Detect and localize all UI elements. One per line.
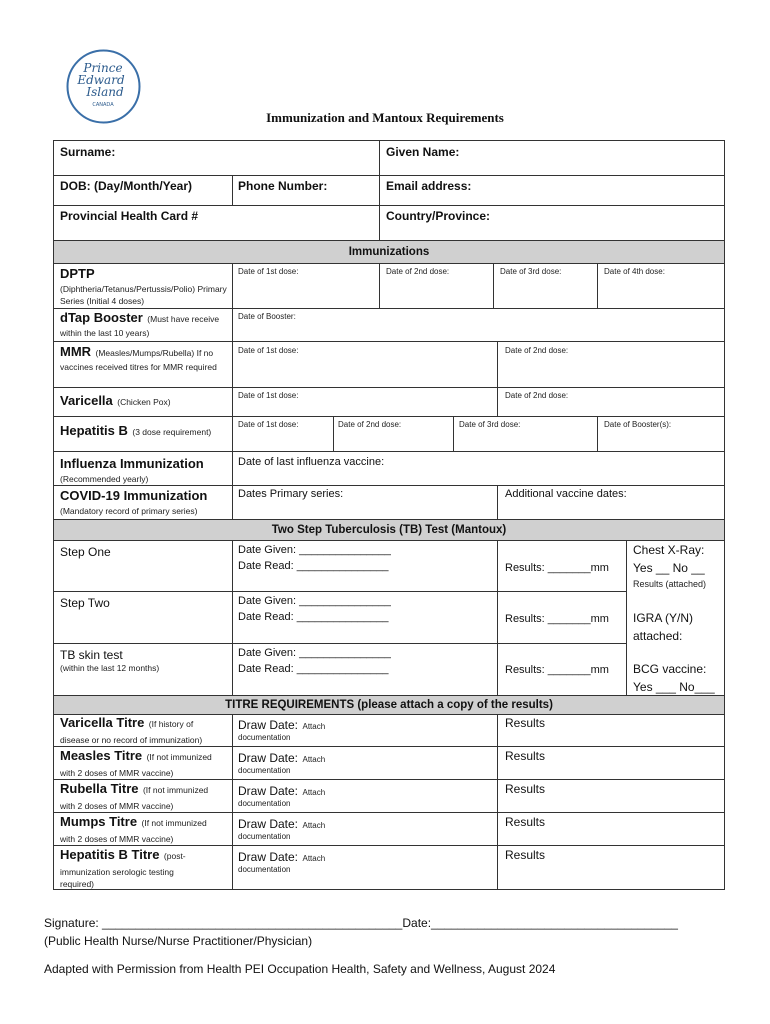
influenza-note: (Recommended yearly) xyxy=(60,474,149,484)
bcg-label: BCG vaccine: xyxy=(633,662,707,676)
chest-xray-yes-no[interactable]: Yes __ No __ xyxy=(633,561,705,575)
dtap-cell xyxy=(60,311,230,339)
titre-draw-date[interactable] xyxy=(238,716,325,734)
covid-primary-dates[interactable]: Dates Primary series: xyxy=(238,488,344,500)
titre-draw-date[interactable] xyxy=(238,749,325,767)
titre-documentation: documentation xyxy=(238,832,291,841)
mmr-note: (Measles/Mumps/Rubella) If no vaccines received titres for MMR required xyxy=(60,348,217,372)
titre-results[interactable]: Results xyxy=(505,716,546,730)
hepb-dose3[interactable]: Date of 3rd dose: xyxy=(459,420,521,429)
titre-note-line2: immunization serologic testing xyxy=(60,867,174,877)
titre-note: (If history of xyxy=(148,719,194,729)
attach-label: Attach xyxy=(302,755,326,764)
dob-field[interactable]: DOB: (Day/Month/Year) xyxy=(60,179,193,193)
dtap-label: dTap Booster xyxy=(60,310,143,325)
dptp-dose1[interactable]: Date of 1st dose: xyxy=(238,267,299,276)
tb-skin-date-read[interactable]: Date Read: _______________ xyxy=(238,663,389,675)
dptp-note: (Diphtheria/Tetanus/Pertussis/Polio) Primary Series (Initial 4 doses) xyxy=(60,284,227,306)
dptp-label: DPTP xyxy=(60,266,95,281)
igra-label[interactable]: IGRA (Y/N) xyxy=(633,611,694,625)
phone-field[interactable]: Phone Number: xyxy=(238,179,328,193)
logo-text-edward: Edward xyxy=(77,73,125,87)
titre-note-line2: with 2 doses of MMR vaccine) xyxy=(60,768,174,778)
dptp-dose3[interactable]: Date of 3rd dose: xyxy=(500,267,562,276)
logo-text-island: Island xyxy=(86,85,124,99)
mmr-label: MMR xyxy=(60,344,92,359)
titre-results[interactable]: Results xyxy=(505,782,546,796)
attach-label: Attach xyxy=(302,788,326,797)
credit-note: Adapted with Permission from Health PEI Occupation Health, Safety and Wellness, August 2024 xyxy=(44,962,556,976)
country-province-field[interactable]: Country/Province: xyxy=(386,209,491,223)
tb-step-one-date-read[interactable]: Date Read: _______________ xyxy=(238,560,389,572)
varicella-cell xyxy=(60,392,171,410)
titre-results[interactable]: Results xyxy=(505,815,546,829)
tb-step-two-label: Step Two xyxy=(60,596,110,610)
titre-note-line2: with 2 doses of MMR vaccine) xyxy=(60,801,174,811)
titre-draw-date[interactable] xyxy=(238,782,325,800)
titre-note: (post- xyxy=(163,851,186,861)
titre-note: (If not immunized xyxy=(146,752,212,762)
signature-line[interactable]: Signature: _____________________________________________Date:_____________________________________ xyxy=(44,916,678,930)
titre-note: (If not immunized xyxy=(142,785,209,795)
hepb-cell xyxy=(60,422,211,440)
tb-skin-results[interactable]: Results: _______mm xyxy=(505,664,609,676)
varicella-dose2[interactable]: Date of 2nd dose: xyxy=(505,391,569,400)
hepb-note: (3 dose requirement) xyxy=(132,427,212,437)
email-field[interactable]: Email address: xyxy=(386,179,472,193)
titre-name-cell xyxy=(60,716,230,730)
health-card-field[interactable]: Provincial Health Card # xyxy=(60,209,199,223)
dptp-dose4[interactable]: Date of 4th dose: xyxy=(604,267,665,276)
titre-header: TITRE REQUIREMENTS (please attach a copy of the results) xyxy=(54,696,724,714)
titre-documentation: documentation xyxy=(238,766,291,775)
draw-date-label: Draw Date: xyxy=(238,784,299,798)
titre-name: Hepatitis B Titre xyxy=(60,847,160,862)
dtap-note: (Must have receive within the last 10 years) xyxy=(60,314,220,338)
tb-step-one-label: Step One xyxy=(60,545,111,559)
mmr-dose1[interactable]: Date of 1st dose: xyxy=(238,346,299,355)
titre-note-line3: required) xyxy=(60,879,95,889)
mmr-dose2[interactable]: Date of 2nd dose: xyxy=(505,346,569,355)
titre-name-cell xyxy=(60,815,230,829)
tb-step-two-date-read[interactable]: Date Read: _______________ xyxy=(238,611,389,623)
hepb-dose2[interactable]: Date of 2nd dose: xyxy=(338,420,402,429)
titre-name-cell xyxy=(60,848,230,862)
attach-label: Attach xyxy=(302,722,326,731)
titre-draw-date[interactable] xyxy=(238,815,325,833)
draw-date-label: Draw Date: xyxy=(238,718,299,732)
attach-label: Attach xyxy=(302,821,326,830)
logo-text-prince: Prince xyxy=(83,61,123,75)
titre-name-cell xyxy=(60,782,230,796)
influenza-date[interactable]: Date of last influenza vaccine: xyxy=(238,456,385,468)
logo-text-canada: CANADA xyxy=(92,102,114,108)
chest-xray-label: Chest X-Ray: xyxy=(633,543,705,557)
covid-label: COVID-19 Immunization xyxy=(60,488,208,503)
titre-name-cell xyxy=(60,749,230,763)
attach-label: Attach xyxy=(302,854,326,863)
given-name-field[interactable]: Given Name: xyxy=(386,145,460,159)
titre-results[interactable]: Results xyxy=(505,848,546,862)
titre-name: Mumps Titre xyxy=(60,814,138,829)
tb-header: Two Step Tuberculosis (TB) Test (Mantoux) xyxy=(54,520,724,540)
titre-documentation: documentation xyxy=(238,733,291,742)
titre-note: (If not immunized xyxy=(141,818,207,828)
titre-name: Rubella Titre xyxy=(60,781,139,796)
titre-note-line2: disease or no record of immunization) xyxy=(60,735,203,745)
titre-note-line2: with 2 doses of MMR vaccine) xyxy=(60,834,174,844)
surname-field[interactable]: Surname: xyxy=(60,145,116,159)
chest-xray-results-attached: Results (attached) xyxy=(633,579,707,589)
titre-name: Varicella Titre xyxy=(60,715,145,730)
tb-step-one-date-given[interactable]: Date Given: _______________ xyxy=(238,544,391,556)
draw-date-label: Draw Date: xyxy=(238,850,299,864)
igra-attached: attached: xyxy=(633,629,683,643)
varicella-dose1[interactable]: Date of 1st dose: xyxy=(238,391,299,400)
tb-skin-test-note: (within the last 12 months) xyxy=(60,663,160,673)
titre-draw-date[interactable] xyxy=(238,848,325,866)
signer-note: (Public Health Nurse/Nurse Practitioner/Physician) xyxy=(44,934,313,948)
hepb-booster[interactable]: Date of Booster(s): xyxy=(604,420,672,429)
titre-documentation: documentation xyxy=(238,799,291,808)
tb-step-one-results[interactable]: Results: _______mm xyxy=(505,562,609,574)
draw-date-label: Draw Date: xyxy=(238,817,299,831)
covid-note: (Mandatory record of primary series) xyxy=(60,506,198,516)
titre-documentation: documentation xyxy=(238,865,291,874)
hepb-label: Hepatitis B xyxy=(60,423,128,438)
tb-skin-date-given[interactable]: Date Given: _______________ xyxy=(238,647,391,659)
dtap-booster-date[interactable]: Date of Booster: xyxy=(238,312,296,321)
titre-name: Measles Titre xyxy=(60,748,143,763)
tb-step-two-date-given[interactable]: Date Given: _______________ xyxy=(238,595,391,607)
varicella-note: (Chicken Pox) xyxy=(117,397,171,407)
titre-results[interactable]: Results xyxy=(505,749,546,763)
covid-additional-dates[interactable]: Additional vaccine dates: xyxy=(505,488,627,500)
hepb-dose1[interactable]: Date of 1st dose: xyxy=(238,420,299,429)
bcg-yes-no[interactable]: Yes ___ No___ xyxy=(633,680,715,694)
draw-date-label: Draw Date: xyxy=(238,751,299,765)
varicella-label: Varicella xyxy=(60,393,113,408)
mmr-cell xyxy=(60,345,230,373)
tb-skin-test-label: TB skin test xyxy=(60,648,123,662)
immunizations-header: Immunizations xyxy=(54,241,724,263)
influenza-label: Influenza Immunization xyxy=(60,456,204,471)
dptp-dose2[interactable]: Date of 2nd dose: xyxy=(386,267,450,276)
page-title: Immunization and Mantoux Requirements xyxy=(266,110,504,125)
tb-step-two-results[interactable]: Results: _______mm xyxy=(505,613,609,625)
